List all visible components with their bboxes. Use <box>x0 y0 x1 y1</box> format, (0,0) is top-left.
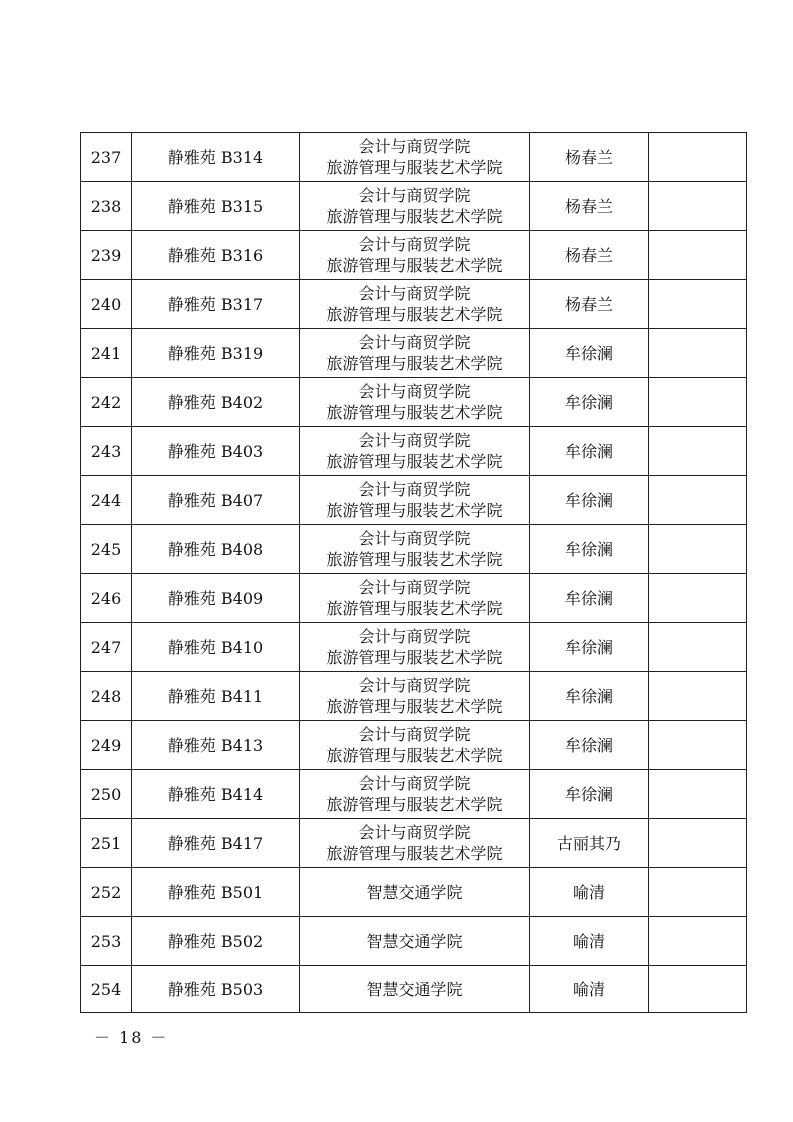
college-name: 旅游管理与服装艺术学院 <box>326 207 503 226</box>
college-cell <box>300 721 530 770</box>
note-cell <box>649 966 747 1013</box>
row-number-cell: 246 <box>81 574 132 623</box>
note-cell <box>649 574 747 623</box>
college-name: 旅游管理与服装艺术学院 <box>326 795 503 814</box>
college-cell <box>300 574 530 623</box>
college-cell <box>300 525 530 574</box>
college-cell <box>300 868 530 917</box>
row-number-cell: 237 <box>81 133 132 182</box>
manager-cell: 杨春兰 <box>530 133 649 182</box>
college-cell <box>300 329 530 378</box>
college-name: 会计与商贸学院 <box>358 382 471 401</box>
college-name: 旅游管理与服装艺术学院 <box>326 550 503 569</box>
row-number-cell: 245 <box>81 525 132 574</box>
row-number-cell: 251 <box>81 819 132 868</box>
note-cell <box>649 917 747 966</box>
college-name: 会计与商贸学院 <box>358 480 471 499</box>
college-name: 会计与商贸学院 <box>358 284 471 303</box>
manager-cell: 牟徐澜 <box>530 574 649 623</box>
table-row <box>81 280 747 329</box>
college-name: 会计与商贸学院 <box>358 235 471 254</box>
college-name: 旅游管理与服装艺术学院 <box>326 158 503 177</box>
room-cell: 静雅苑 B403 <box>132 427 300 476</box>
table-row <box>81 525 747 574</box>
manager-cell: 古丽其乃 <box>530 819 649 868</box>
note-cell <box>649 770 747 819</box>
college-name: 旅游管理与服装艺术学院 <box>326 844 503 863</box>
manager-cell: 杨春兰 <box>530 280 649 329</box>
college-name: 旅游管理与服装艺术学院 <box>326 354 503 373</box>
table-row <box>81 623 747 672</box>
college-name: 旅游管理与服装艺术学院 <box>326 697 503 716</box>
manager-cell: 牟徐澜 <box>530 378 649 427</box>
dormitory-table-body <box>81 133 747 1013</box>
row-number-cell: 243 <box>81 427 132 476</box>
row-number-cell: 252 <box>81 868 132 917</box>
table-row <box>81 917 747 966</box>
room-cell: 静雅苑 B414 <box>132 770 300 819</box>
note-cell <box>649 476 747 525</box>
room-cell: 静雅苑 B501 <box>132 868 300 917</box>
manager-cell: 牟徐澜 <box>530 329 649 378</box>
college-name: 旅游管理与服装艺术学院 <box>326 256 503 275</box>
room-cell: 静雅苑 B316 <box>132 231 300 280</box>
table-row <box>81 721 747 770</box>
college-name: 旅游管理与服装艺术学院 <box>326 746 503 765</box>
manager-cell: 牟徐澜 <box>530 721 649 770</box>
manager-cell: 杨春兰 <box>530 182 649 231</box>
manager-cell: 牟徐澜 <box>530 525 649 574</box>
row-number-cell: 241 <box>81 329 132 378</box>
college-cell <box>300 476 530 525</box>
note-cell <box>649 819 747 868</box>
table-row <box>81 476 747 525</box>
table-row <box>81 182 747 231</box>
note-cell <box>649 525 747 574</box>
note-cell <box>649 280 747 329</box>
row-number-cell: 253 <box>81 917 132 966</box>
note-cell <box>649 378 747 427</box>
table-row <box>81 427 747 476</box>
college-cell <box>300 231 530 280</box>
manager-cell: 喻清 <box>530 917 649 966</box>
room-cell: 静雅苑 B408 <box>132 525 300 574</box>
college-name: 会计与商贸学院 <box>358 676 471 695</box>
room-cell: 静雅苑 B409 <box>132 574 300 623</box>
table-row <box>81 868 747 917</box>
room-cell: 静雅苑 B319 <box>132 329 300 378</box>
manager-cell: 牟徐澜 <box>530 672 649 721</box>
table-row <box>81 770 747 819</box>
table-row <box>81 231 747 280</box>
college-name: 智慧交通学院 <box>366 979 463 999</box>
college-cell <box>300 770 530 819</box>
college-name: 会计与商贸学院 <box>358 774 471 793</box>
row-number-cell: 254 <box>81 966 132 1013</box>
college-name: 会计与商贸学院 <box>358 578 471 597</box>
college-name: 旅游管理与服装艺术学院 <box>326 599 503 618</box>
college-name: 智慧交通学院 <box>366 931 463 951</box>
room-cell: 静雅苑 B411 <box>132 672 300 721</box>
room-cell: 静雅苑 B417 <box>132 819 300 868</box>
table-row <box>81 378 747 427</box>
row-number-cell: 240 <box>81 280 132 329</box>
college-cell <box>300 917 530 966</box>
manager-cell: 牟徐澜 <box>530 623 649 672</box>
college-cell <box>300 819 530 868</box>
college-cell <box>300 623 530 672</box>
college-cell <box>300 133 530 182</box>
manager-cell: 牟徐澜 <box>530 427 649 476</box>
manager-cell: 牟徐澜 <box>530 476 649 525</box>
college-name: 会计与商贸学院 <box>358 725 471 744</box>
note-cell <box>649 133 747 182</box>
room-cell: 静雅苑 B413 <box>132 721 300 770</box>
college-name: 会计与商贸学院 <box>358 823 471 842</box>
college-cell <box>300 182 530 231</box>
row-number-cell: 242 <box>81 378 132 427</box>
college-name: 旅游管理与服装艺术学院 <box>326 648 503 667</box>
room-cell: 静雅苑 B407 <box>132 476 300 525</box>
college-name: 会计与商贸学院 <box>358 186 471 205</box>
room-cell: 静雅苑 B317 <box>132 280 300 329</box>
table-row <box>81 966 747 1013</box>
room-cell: 静雅苑 B315 <box>132 182 300 231</box>
note-cell <box>649 329 747 378</box>
manager-cell: 杨春兰 <box>530 231 649 280</box>
manager-cell: 喻清 <box>530 868 649 917</box>
note-cell <box>649 672 747 721</box>
table-row <box>81 672 747 721</box>
college-cell <box>300 427 530 476</box>
college-name: 旅游管理与服装艺术学院 <box>326 501 503 520</box>
college-name: 会计与商贸学院 <box>358 529 471 548</box>
note-cell <box>649 182 747 231</box>
manager-cell: 牟徐澜 <box>530 770 649 819</box>
manager-cell: 喻清 <box>530 966 649 1013</box>
row-number-cell: 249 <box>81 721 132 770</box>
room-cell: 静雅苑 B402 <box>132 378 300 427</box>
college-cell <box>300 280 530 329</box>
note-cell <box>649 721 747 770</box>
row-number-cell: 248 <box>81 672 132 721</box>
table-row <box>81 133 747 182</box>
table-row <box>81 329 747 378</box>
college-name: 旅游管理与服装艺术学院 <box>326 452 503 471</box>
row-number-cell: 247 <box>81 623 132 672</box>
note-cell <box>649 427 747 476</box>
table-row <box>81 819 747 868</box>
college-cell <box>300 378 530 427</box>
row-number-cell: 239 <box>81 231 132 280</box>
college-name: 会计与商贸学院 <box>358 137 471 156</box>
table-row <box>81 574 747 623</box>
dormitory-table <box>80 132 747 1013</box>
note-cell <box>649 231 747 280</box>
college-name: 旅游管理与服装艺术学院 <box>326 403 503 422</box>
college-name: 会计与商贸学院 <box>358 627 471 646</box>
college-name: 智慧交通学院 <box>366 882 463 902</box>
college-name: 旅游管理与服装艺术学院 <box>326 305 503 324</box>
college-name: 会计与商贸学院 <box>358 431 471 450</box>
row-number-cell: 250 <box>81 770 132 819</box>
row-number-cell: 238 <box>81 182 132 231</box>
page-number: － 18 － <box>94 1028 169 1047</box>
college-cell <box>300 672 530 721</box>
row-number-cell: 244 <box>81 476 132 525</box>
note-cell <box>649 623 747 672</box>
room-cell: 静雅苑 B410 <box>132 623 300 672</box>
room-cell: 静雅苑 B314 <box>132 133 300 182</box>
room-cell: 静雅苑 B502 <box>132 917 300 966</box>
college-cell <box>300 966 530 1013</box>
room-cell: 静雅苑 B503 <box>132 966 300 1013</box>
note-cell <box>649 868 747 917</box>
college-name: 会计与商贸学院 <box>358 333 471 352</box>
